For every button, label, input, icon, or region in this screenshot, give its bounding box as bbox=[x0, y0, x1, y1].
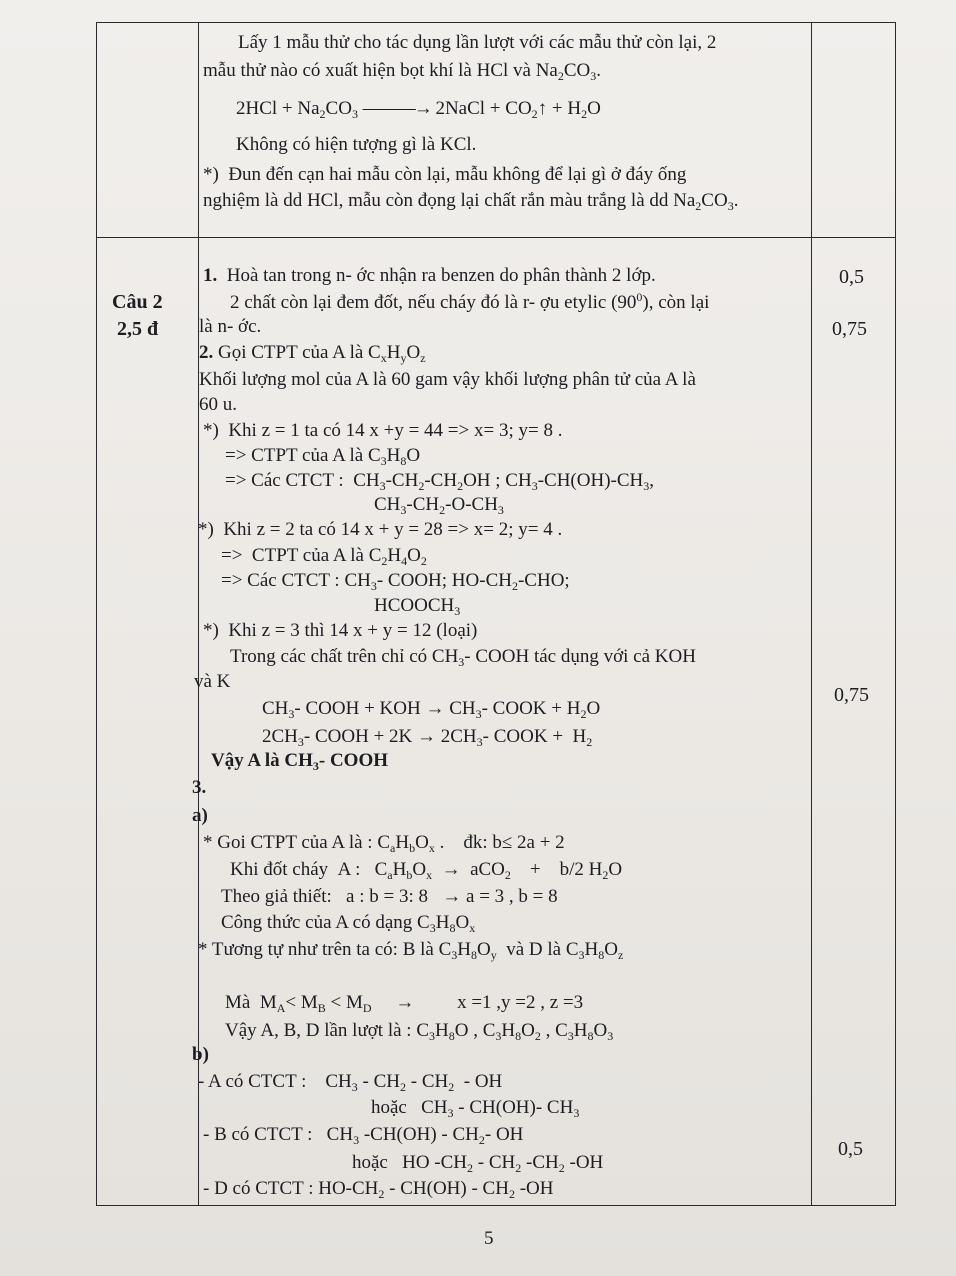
page-number: 5 bbox=[484, 1228, 494, 1249]
text-line: *) Khi z = 1 ta có 14 x +y = 44 => x= 3; y= 8 . bbox=[203, 420, 563, 441]
text-line: * Goi CTPT của A là : $C_aH_bO_x$ . đk: b≤ 2a + 2 bbox=[203, 832, 565, 855]
text-line: $HCOOCH_3$ bbox=[374, 595, 461, 618]
text-line: $CH_3-CH_2-O-CH_3$ bbox=[374, 494, 504, 517]
text-line: Trong các chất trên chỉ có $CH_3-$ COOH tác dụng với cả KOH bbox=[230, 646, 696, 669]
text-line: - A có CTCT : $CH_3 - CH_2 - CH_2$ - OH bbox=[198, 1071, 503, 1094]
part-label: b) bbox=[192, 1044, 209, 1065]
text-line: 2 chất còn lại đem đốt, nếu cháy đó là r- ợu etylic $(90^0)$, còn lại bbox=[230, 290, 710, 313]
text-line: mẫu thử nào có xuất hiện bọt khí là HCl và $Na_2CO_3$. bbox=[203, 60, 602, 83]
score-value: 0,5 bbox=[838, 1138, 863, 1160]
text-line: hoặc HO $-CH_2 - CH_2$ $-CH_2$ -OH bbox=[352, 1152, 604, 1175]
equation-line: $CH_3-$ COOH + KOH → $CH_3-$ COOK + $H_2O$ bbox=[262, 698, 601, 721]
question-label: Câu 2 bbox=[112, 291, 163, 313]
text-line: Mà $M_A< M_B < M_D$ → x =1 ,y =2 , z =3 bbox=[225, 992, 584, 1015]
score-value: 0,75 bbox=[832, 318, 867, 340]
text-line: Theo giả thiết: a : b = 3: 8 → a = 3 , b = 8 bbox=[221, 886, 558, 907]
equation-line: Khi đốt cháy A : $C_aH_bO_x \to aCO_2$ + b/2 $H_2O$ bbox=[230, 859, 623, 882]
text-line: Khối lượng mol của A là 60 gam vậy khối lượng phân tử của A là bbox=[199, 369, 696, 390]
text-line: * Tương tự như trên ta có: B là $C_3H_8O_y$ và D là $C_3H_8O_z$ bbox=[198, 939, 624, 962]
text-line: => Các CTCT : $CH_3-$ COOH; $HO-CH_2$-CHO; bbox=[221, 570, 570, 593]
score-value: 0,5 bbox=[839, 266, 864, 288]
text-line: - D có CTCT : $HO-CH_2 - CH(OH) - CH_2$ -OH bbox=[203, 1178, 554, 1201]
text-line: *) Khi z = 3 thì 14 x + y = 12 (loại) bbox=[203, 620, 478, 641]
text-line: => CTPT của A là $C_3H_8O$ bbox=[225, 445, 421, 468]
text-line: Vậy A, B, D lần lượt là : $C_3H_8O$ , $C_3H_8O_2$ , $C_3H_8O_3$ bbox=[225, 1020, 614, 1043]
text-line: => Các CTCT : $CH_3-CH_2-CH_2OH$ ; $CH_3-CH(OH)-CH_3$, bbox=[225, 470, 654, 493]
text-line: Không có hiện tượng gì là KCl. bbox=[236, 134, 477, 155]
score-value: 0,75 bbox=[834, 684, 869, 706]
row-divider bbox=[97, 237, 895, 238]
text-line: - B có CTCT : $CH_3$ $-CH(OH) - CH_2-$ OH bbox=[203, 1124, 524, 1147]
text-line: Công thức của A có dạng $C_3H_8O_x$ bbox=[221, 912, 476, 935]
text-line: 2. Gọi CTPT của A là $C_xH_yO_z$ bbox=[199, 342, 426, 365]
equation-line: $2HCl + Na_2CO_3$ ———→ 2NaCl + $CO_2↑ + H_2O$ bbox=[236, 98, 601, 121]
question-points: 2,5 đ bbox=[117, 318, 159, 340]
text-line: hoặc $CH_3 - CH(OH)-$ $CH_3$ bbox=[371, 1097, 580, 1120]
column-divider-right bbox=[811, 23, 812, 1205]
text-line: Lấy 1 mẫu thử cho tác dụng lần lượt với các mẫu thử còn lại, 2 bbox=[238, 32, 717, 53]
text-line: *) Đun đến cạn hai mẫu còn lại, mẫu không để lại gì ở đáy ống bbox=[203, 164, 687, 185]
column-divider-left bbox=[198, 23, 199, 1205]
text-line: => CTPT của A là $C_2H_4O_2$ bbox=[221, 545, 427, 568]
part-label: a) bbox=[192, 805, 208, 826]
text-line: nghiệm là dd HCl, mẫu còn đọng lại chất rắn màu trắng là dd $Na_2CO_3$. bbox=[203, 190, 739, 213]
part-label: 3. bbox=[192, 777, 207, 798]
text-line: *) Khi z = 2 ta có 14 x + y = 28 => x= 2; y= 4 . bbox=[198, 519, 563, 540]
conclusion-line: Vậy A là $CH_3-$ COOH bbox=[211, 750, 389, 773]
equation-line: $2CH_3-$ COOH + $2K \to 2CH_3-$ COOK + $H_2$ bbox=[262, 726, 593, 749]
text-line: 60 u. bbox=[199, 394, 237, 415]
text-line: là n- ớc. bbox=[199, 316, 262, 337]
text-line: và K bbox=[194, 671, 231, 692]
text-line: 1. Hoà tan trong n- ớc nhận ra benzen do phân thành 2 lớp. bbox=[203, 265, 656, 286]
